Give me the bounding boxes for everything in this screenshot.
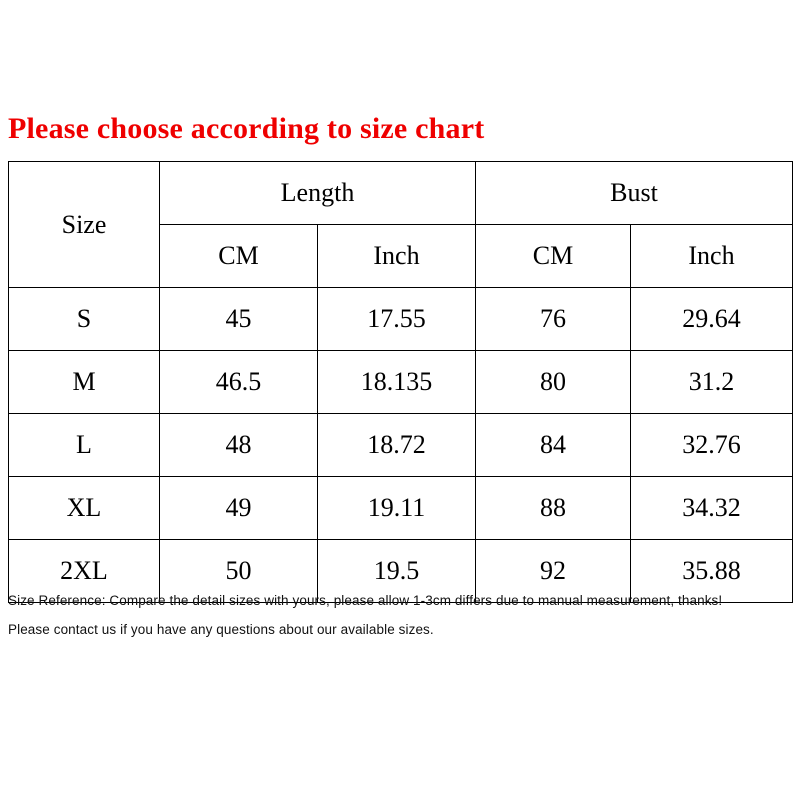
size-reference-note: Size Reference: Compare the detail sizes with yours, please allow 1-3cm differs due to manual measurement, thanks! (8, 593, 723, 608)
cell-bust-inch: 35.88 (631, 540, 793, 603)
cell-length-cm: 50 (160, 540, 318, 603)
cell-length-inch: 17.55 (318, 288, 476, 351)
cell-bust-inch: 32.76 (631, 414, 793, 477)
cell-length-inch: 19.5 (318, 540, 476, 603)
row-size-label: 2XL (9, 540, 160, 603)
page-title: Please choose according to size chart (8, 112, 485, 145)
cell-bust-inch: 34.32 (631, 477, 793, 540)
contact-note: Please contact us if you have any questions about our available sizes. (8, 622, 434, 637)
header-group-bust: Bust (476, 162, 793, 225)
cell-length-inch: 19.11 (318, 477, 476, 540)
cell-length-cm: 48 (160, 414, 318, 477)
cell-length-inch: 18.135 (318, 351, 476, 414)
size-chart-table-wrapper (8, 161, 792, 603)
cell-bust-inch: 29.64 (631, 288, 793, 351)
table-row (9, 351, 793, 414)
header-size-label: Size (9, 162, 160, 288)
row-size-label: S (9, 288, 160, 351)
cell-bust-cm: 84 (476, 414, 631, 477)
cell-length-cm: 46.5 (160, 351, 318, 414)
row-size-label: XL (9, 477, 160, 540)
cell-length-inch: 18.72 (318, 414, 476, 477)
cell-bust-cm: 92 (476, 540, 631, 603)
cell-bust-cm: 80 (476, 351, 631, 414)
header-group-length: Length (160, 162, 476, 225)
header-bust-inch: Inch (631, 225, 793, 288)
cell-bust-cm: 88 (476, 477, 631, 540)
table-row (9, 288, 793, 351)
header-bust-cm: CM (476, 225, 631, 288)
cell-bust-inch: 31.2 (631, 351, 793, 414)
cell-length-cm: 49 (160, 477, 318, 540)
cell-length-cm: 45 (160, 288, 318, 351)
row-size-label: L (9, 414, 160, 477)
table-header-row-groups (9, 162, 793, 225)
cell-bust-cm: 76 (476, 288, 631, 351)
table-row (9, 477, 793, 540)
header-length-inch: Inch (318, 225, 476, 288)
table-row (9, 414, 793, 477)
row-size-label: M (9, 351, 160, 414)
size-chart-table (8, 161, 793, 603)
header-length-cm: CM (160, 225, 318, 288)
